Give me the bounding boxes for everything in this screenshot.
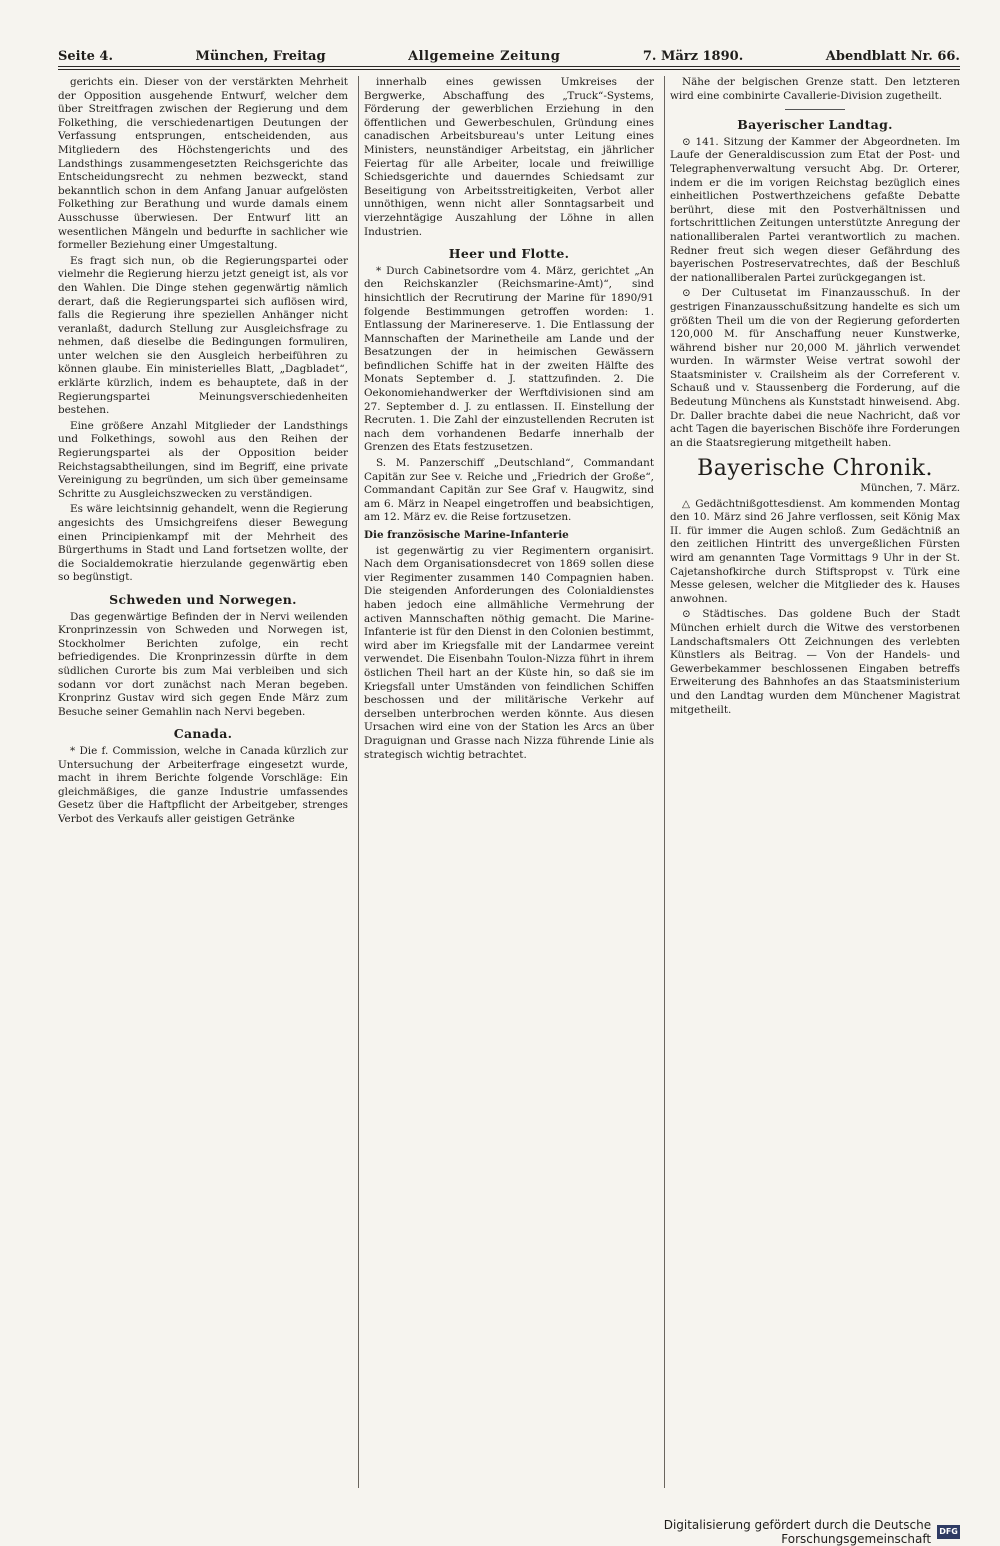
issue-date: 7. März 1890.: [642, 49, 744, 64]
paragraph: Eine größere Anzahl Mitglieder der Landsthings und Folkethings, sowohl aus den Reihen der Regierungspartei als der Opposition beider Reichstagsabtheilungen, sind im Begriff, eine private Vereinigung zu begründen, um sich über gemeinsame Schritte zu Ausgleichszwecken zu verständigen.: [58, 419, 348, 500]
page-number: Seite 4.: [58, 49, 113, 64]
paragraph: △ Gedächtnißgottesdienst. Am kommenden Montag den 10. März sind 26 Jahre verflossen, seit König Max II. für immer die Augen schloß. Zum Gedächtniß an den zeitlichen Hintritt des unvergeßlichen Fürsten wird am genannten Tage Vormittags 9 Uhr in der St. Cajetanshofkirche durch Stiftspropst v. Türk eine Messe gelesen, welcher die Mitglieder des k. Hauses anwohnen.: [670, 497, 960, 605]
dateline: München, 7. März.: [860, 482, 960, 495]
paragraph: Das gegenwärtige Befinden der in Nervi weilenden Kronprinzessin von Schweden und Norwegen ist, Stockholmer Berichten zufolge, ein recht befriedigendes. Die Kronprinzessin dürfte in dem südlichen Curorte bis zum Mai verbleiben und sich sodann vor dort zunächst nach Meran begeben. Kronprinz Gustav wird sich gegen Ende März zum Besuche seiner Gemahlin nach Nervi begeben.: [58, 610, 348, 718]
paragraph: Es wäre leichtsinnig gehandelt, wenn die Regierung angesichts des Umsichgreifens dieser Bewegung einen Principienkampf mit der Mehrheit des Bürgerthums in Stadt und Land fortsetzen wollte, der die Socialdemokratie hierzulande gegenwärtig eben so begünstigt.: [58, 503, 348, 584]
section-heading: Heer und Flotte.: [448, 246, 570, 262]
section-heading: Bayerischer Landtag.: [737, 117, 893, 133]
paragraph: Es fragt sich nun, ob die Regierungspartei oder vielmehr die Regierung hierzu jetzt geneigt ist, als vor den Wahlen. Die Dinge stehen gegenwärtig nämlich derart, daß die Regierungspartei sich auflösen wird, falls die Regierung ihre speziellen Anhänger nicht veranlaßt, dadurch Stellung zur Ausgleichsfrage zu nehmen, daß dieselbe die Bedingungen formuliren, unter welchen sie den Ausgleich herbeiführen zu können glaube. Ein ministerielles Blatt, „Dagbladet“, erklärte kürzlich, indem es behauptete, daß in der Regierungspartei Meinungsverschiedenheiten bestehen.: [58, 254, 348, 417]
column-divider: [664, 76, 665, 1488]
paragraph: * Durch Cabinetsordre vom 4. März, gerichtet „An den Reichskanzler (Reichsmarine-Amt)“, sind hinsichtlich der Recrutirung der Marine für 1890/91 folgende Bestimmungen getroffen worden: 1. Entlassung der Marinereserve. 1. Die Entlassung der Mannschaften der Marinetheile am Lande und der Besatzungen der in heimischen Gewässern befindlichen Schiffe hat in der zweiten Hälfte des Monats September d. J. stattzufinden. 2. Die Oekonomiehandwerker der Werftdivisionen sind am 27. September d. J. zu entlassen. II. Einstellung der Recruten. 1. Die Zahl der einzustellenden Recruten ist nach dem vorhandenen Bedarfe innerhalb der Grenzen des Etats festzusetzen.: [364, 264, 654, 454]
column-2: [364, 76, 654, 1488]
column-divider: [358, 76, 359, 1488]
paragraph: * Die f. Commission, welche in Canada kürzlich zur Untersuchung der Arbeiterfrage eingesetzt wurde, macht in ihrem Berichte folgende Vorschläge: Ein gleichmäßiges, die ganze Industrie umfassendes Gesetz über die Haftpflicht der Arbeitgeber, strenges Verbot des Verkaufs aller geistigen Getränke: [58, 744, 348, 825]
credit-text: Digitalisierung gefördert durch die Deutsche Forschungsgemeinschaft: [663, 1518, 932, 1546]
subsection-heading: Die französische Marine-Infanterie: [364, 529, 569, 541]
issue-number: Abendblatt Nr. 66.: [825, 49, 960, 64]
paragraph: innerhalb eines gewissen Umkreises der Bergwerke, Abschaffung des „Truck“-Systems, Förderung der gewerblichen Erziehung in den öffentlichen und Gewerbeschulen, Gründung eines canadischen Arbeitsbureau's unter Leitung eines Ministers, neunständiger Arbeitstag, ein jährlicher Feiertag für alle Arbeiter, locale und freiwillige Schiedsgerichte und dauerndes Schiedsamt zur Beseitigung von Arbeitsstreitigkeiten, Verbot aller unnöthigen, wenn nicht aller Sonntagsarbeit und vierzehntägige Auszahlung der Löhne in allen Industrien.: [364, 76, 654, 238]
header-rule-double: [58, 69, 960, 70]
paragraph: ⊙ 141. Sitzung der Kammer der Abgeordneten. Im Laufe der Generaldiscussion zum Etat der Post- und Telegraphenverwaltung versucht Abg. Dr. Orterer, indem er die im vorigen Reichstag bezüglich eines einheitlichen Postwerthzeichens gefaßte Debatte berührt, diese mit den Postverhältnissen und fortschrittlichen Zeitungen unterstützte Anregung der nationalliberalen Partei verantwortlich zu machen. Redner freut sich wegen dieser Gefährdung des bayerischen Postreservatrechtes, daß der Beschluß der nationalliberalen Partei zurückgegangen ist.: [670, 135, 960, 284]
masthead: [58, 44, 960, 64]
column-1: [58, 76, 348, 1488]
digitization-credit: [560, 1518, 960, 1546]
section-heading: Schweden und Norwegen.: [109, 591, 297, 607]
newspaper-title: Allgemeine Zeitung: [408, 49, 561, 64]
paragraph: ist gegenwärtig zu vier Regimentern organisirt. Nach dem Organisationsdecret von 1869 sollen diese vier Regimenter zusammen 140 Compagnien haben. Die steigenden Anforderungen des Colonialdienstes haben jedoch eine allmähliche Vermehrung der activen Mannschaften nöthig gemacht. Die Marine-Infanterie ist für den Dienst in den Colonien bestimmt, wird aber im Kriegsfalle mit der Landarmee vereint verwendet. Die Eisenbahn Toulon-Nizza führt in ihrem östlichen Theil hart an der Küste hin, so daß sie im Kriegsfall unter Umständen von feindlichen Schiffen beschossen und der militärische Verkehr auf derselben unterbrochen werden könnte. Aus diesen Ursachen wird eine von der Station les Arcs an über Draguignan und Grasse nach Nizza führende Linie als strategisch wichtig betrachtet.: [364, 544, 654, 761]
dfg-logo-icon: DFG: [937, 1525, 960, 1539]
paragraph: ⊙ Städtisches. Das goldene Buch der Stadt München erhielt durch die Witwe des verstorbenen Landschaftsmalers Ott Zeichnungen des verlebten Künstlers als Beitrag. — Von der Handels- und Gewerbekammer beschlossenen Eingaben betreffs Erweiterung des Bahnhofes an das Staatsministerium und den Landtag wurden dem Münchener Magistrat mitgetheilt.: [670, 608, 960, 716]
header-rule: [58, 66, 960, 67]
paragraph: S. M. Panzerschiff „Deutschland“, Commandant Capitän zur See v. Reiche und „Friedrich der Große“, Commandant Capitän zur See Graf v. Haugwitz, sind am 6. März in Neapel eingetroffen und beabsichtigen, am 12. März ev. die Reise fortzusetzen.: [364, 457, 654, 524]
paragraph: Nähe der belgischen Grenze statt. Den letzteren wird eine combinirte Cavallerie-Division zugetheilt.: [670, 76, 960, 102]
column-3: [670, 76, 960, 1488]
section-divider: [785, 109, 845, 110]
paragraph: gerichts ein. Dieser von der verstärkten Mehrheit der Opposition ausgehende Entwurf, welcher dem über Streitfragen zwischen der Regierung und dem Folkething, die verschiedenartigen Deutungen der Verfassung entsprungen, entscheidenden, aus Mitgliedern des Höchstengerichts und des Landsthings zusammengesetzten Reichsgerichte das Entscheidungsrecht zu nehmen bezweckt, stand bekanntlich schon in dem Anfang Januar aufgelösten Folkething zur Berathung und wurde damals einem Ausschusse überwiesen. Der Entwurf litt an wesentlichen Mängeln und bedurfte in sachlicher wie formeller Beziehung einer Umgestaltung.: [58, 76, 348, 252]
section-heading-large: Bayerische Chronik.: [697, 456, 933, 482]
paragraph: ⊙ Der Cultusetat im Finanzausschuß. In der gestrigen Finanzausschußsitzung handelte es sich um größten Theil um die von der Regierung geforderten 120,000 M. für Anschaffung neuer Kunstwerke, während bisher nur 20,000 M. jährlich verwendet wurden. In wärmster Weise vertrat sowohl der Staatsminister v. Crailsheim als der Correferent v. Schauß und v. Staussenberg die Forderung, auf die Bedeutung Münchens als Kunststadt hinweisend. Abg. Dr. Daller brachte dabei die neue Nachricht, daß vor acht Tagen die bayerischen Bischöfe ihre Forderungen an die Staatsregierung mitgetheilt haben.: [670, 287, 960, 449]
section-heading: Canada.: [173, 726, 233, 742]
date-place: München, Freitag: [195, 49, 326, 64]
